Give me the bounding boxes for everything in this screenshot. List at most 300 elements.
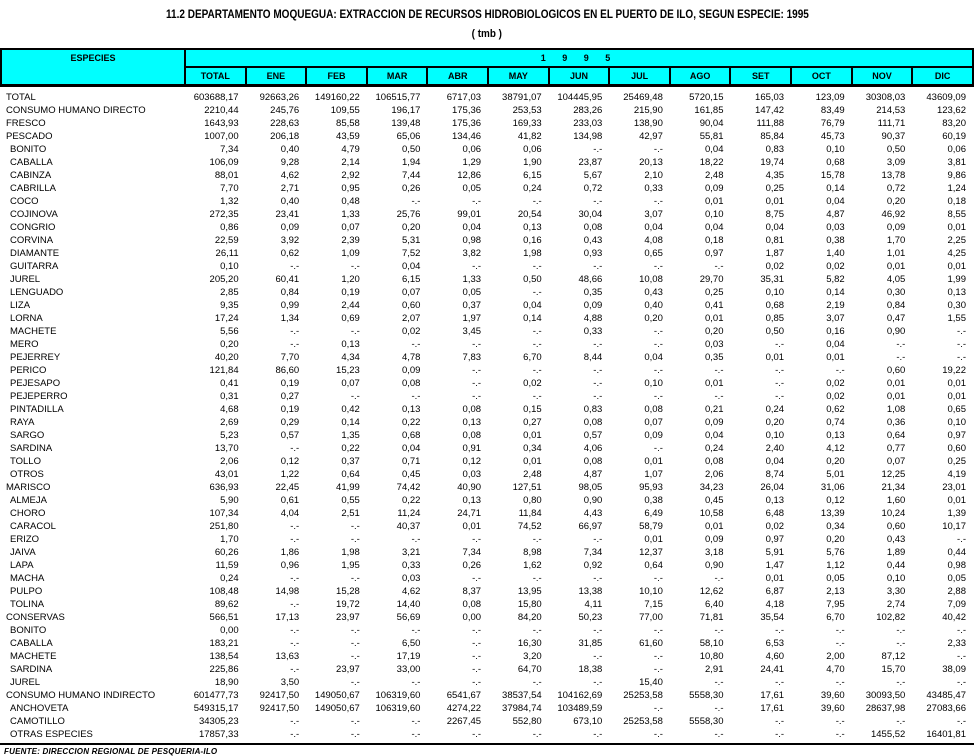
value-cell: 1,90 [523,157,542,168]
value-cell: 0,30 [947,300,966,311]
value-cell: 0,06 [947,144,966,155]
value-cell: 0,02 [826,261,845,272]
value-cell: 0,64 [644,560,663,571]
value-cell: 18,38 [578,664,603,675]
value-cell: -.- [350,326,360,337]
value-cell: 13,38 [578,586,603,597]
value-cell: -.- [532,365,542,376]
species-cell: TOTAL [6,92,36,103]
value-cell: 0,06 [523,144,542,155]
species-cell: OTRAS ESPECIES [10,729,93,740]
value-cell: 0,24 [704,443,724,454]
column-header: MAY [488,67,549,86]
value-cell: 0,38 [644,495,663,506]
value-cell: 0,04 [401,443,421,454]
value-cell: 2,51 [341,508,360,519]
species-cell: CHORO [10,508,46,519]
value-cell: 11,84 [518,508,542,519]
value-cell: 0,42 [341,404,360,415]
value-cell: 2,48 [704,170,724,181]
header-row-year [1,49,973,67]
value-cell: -.- [653,664,663,675]
value-cell: -.- [957,534,966,545]
value-cell: 0,97 [704,248,724,259]
value-cell: 601477,73 [193,690,239,701]
value-cell: 0,20 [826,456,845,467]
table-row [1,117,973,130]
table-row [1,286,973,299]
value-cell: -.- [835,365,845,376]
table-row [1,390,973,403]
value-cell: 2,33 [947,638,966,649]
species-cell: BONITO [10,625,47,636]
table-row [1,234,973,247]
value-cell: 0,43 [644,287,663,298]
value-cell: 165,03 [755,92,785,103]
value-cell: 0,71 [401,456,421,467]
value-cell: 27083,66 [926,703,966,714]
value-cell: 0,10 [765,287,785,298]
value-cell: -.- [775,365,785,376]
value-cell: 0,60 [886,365,906,376]
value-cell: 2,88 [947,586,966,597]
table-row [1,585,973,598]
value-cell: 7,95 [826,599,845,610]
species-cell: LIZA [10,300,31,311]
value-cell: 5,91 [765,547,785,558]
value-cell: 45,73 [820,131,845,142]
value-cell: 0,02 [401,326,421,337]
value-cell: 0,02 [523,378,542,389]
value-cell: 9,86 [947,170,966,181]
value-cell: 9,28 [280,157,300,168]
value-cell: 8,37 [462,586,482,597]
value-cell: -.- [350,625,360,636]
table-row [1,481,973,494]
value-cell: 89,62 [214,599,239,610]
value-cell: 50,23 [578,612,603,623]
value-cell: 33,00 [396,664,421,675]
value-cell: 88,01 [214,170,239,181]
value-cell: 0,60 [886,521,906,532]
value-cell: 1455,52 [870,729,906,740]
value-cell: 15,23 [336,365,360,376]
value-cell: 0,09 [704,183,724,194]
value-cell: 74,42 [396,482,421,493]
value-cell: 636,93 [209,482,239,493]
value-cell: 34,23 [699,482,724,493]
value-cell: 0,44 [886,560,906,571]
value-cell: 1,39 [947,508,966,519]
value-cell: -.- [653,261,663,272]
species-cell: CABINZA [10,170,52,181]
value-cell: 552,80 [512,716,542,727]
value-cell: 2210,44 [204,105,239,116]
table-row [1,611,973,624]
value-cell: 4,62 [401,586,421,597]
value-cell: 38791,07 [502,92,542,103]
value-cell: 0,03 [704,339,724,350]
value-cell: 42,97 [639,131,663,142]
value-cell: 28637,98 [865,703,906,714]
value-cell: -.- [290,573,300,584]
title-block [0,0,974,23]
table-row [1,663,973,676]
value-cell: -.- [290,261,300,272]
value-cell: 3,20 [523,651,542,662]
value-cell: 0,60 [401,300,421,311]
value-cell: 109,55 [330,105,360,116]
value-cell: 0,50 [886,144,906,155]
value-cell: 1007,00 [204,131,239,142]
value-cell: -.- [896,625,906,636]
value-cell: 183,21 [209,638,239,649]
value-cell: 169,33 [512,118,542,129]
table-row [1,143,973,156]
value-cell: 22,59 [214,235,239,246]
value-cell: -.- [532,573,542,584]
value-cell: -.- [775,677,785,688]
value-cell: 25469,48 [623,92,663,103]
value-cell: 4,18 [765,599,785,610]
value-cell: 0,68 [401,430,421,441]
table-row [1,169,973,182]
value-cell: 2,39 [341,235,360,246]
value-cell: 6,15 [401,274,421,285]
value-cell: 4,43 [583,508,603,519]
value-cell: 106515,77 [375,92,421,103]
value-cell: 25,76 [396,209,421,220]
value-cell: 0,21 [704,404,724,415]
value-cell: 8,75 [765,209,785,220]
value-cell: -.- [593,365,603,376]
value-cell: 245,76 [270,105,300,116]
value-cell: 10,08 [639,274,663,285]
value-cell: 0,01 [523,430,542,441]
value-cell: 0,97 [765,534,785,545]
value-cell: -.- [472,378,482,389]
table-row [1,520,973,533]
value-cell: 13,78 [881,170,906,181]
value-cell: 0,33 [644,183,663,194]
value-cell: 12,37 [639,547,663,558]
species-cell: PERICO [10,365,47,376]
value-cell: 123,62 [936,105,966,116]
value-cell: 15,40 [639,677,663,688]
value-cell: 1,22 [280,469,300,480]
value-cell: 0,04 [826,196,845,207]
value-cell: 60,26 [214,547,239,558]
value-cell: 5,31 [401,235,421,246]
value-cell: -.- [835,625,845,636]
value-cell: -.- [411,534,421,545]
value-cell: 0,14 [341,417,360,428]
value-cell: 1,24 [947,183,966,194]
value-cell: 71,81 [699,612,724,623]
value-cell: 205,20 [209,274,239,285]
value-cell: -.- [957,716,966,727]
value-cell: 0,01 [886,378,906,389]
value-cell: -.- [472,677,482,688]
value-cell: 0,05 [947,573,966,584]
value-cell: 0,08 [644,404,663,415]
value-cell: 0,22 [401,417,421,428]
value-cell: 4,19 [947,469,966,480]
value-cell: -.- [532,625,542,636]
value-cell: 4,87 [826,209,845,220]
value-cell: 0,08 [401,378,421,389]
value-cell: 0,20 [765,417,785,428]
value-cell: 0,30 [886,287,906,298]
value-cell: 0,12 [462,456,482,467]
value-cell: 1,40 [826,248,845,259]
value-cell: -.- [653,365,663,376]
value-cell: 0,36 [886,417,906,428]
species-cell: SARDINA [10,664,53,675]
value-cell: 175,36 [451,118,482,129]
value-cell: 0,24 [765,404,785,415]
value-cell: 0,18 [704,235,724,246]
value-cell: 0,19 [280,378,300,389]
value-cell: 0,50 [765,326,785,337]
species-cell: LAPA [10,560,34,571]
value-cell: 0,37 [341,456,360,467]
value-cell: 149050,67 [314,690,360,701]
value-cell: 19,22 [942,365,966,376]
value-cell: 0,02 [826,378,845,389]
value-cell: -.- [653,573,663,584]
value-cell: 92417,50 [259,690,300,701]
value-cell: 0,26 [401,183,421,194]
value-cell: 0,06 [462,144,482,155]
table-row [1,273,973,286]
value-cell: 0,02 [826,391,845,402]
value-cell: -.- [775,729,785,740]
value-cell: 40,37 [396,521,421,532]
value-cell: 0,35 [704,352,724,363]
value-cell: 0,20 [886,196,906,207]
species-cell: LORNA [10,313,43,324]
value-cell: 12,25 [881,469,906,480]
species-cell: JAIVA [10,547,36,558]
value-cell: 0,13 [947,287,966,298]
value-cell: 5558,30 [689,690,724,701]
value-cell: 10,24 [881,508,906,519]
value-cell: 2,14 [341,157,360,168]
value-cell: 0,09 [583,300,603,311]
value-cell: -.- [775,378,785,389]
species-cell: FRESCO [6,118,46,129]
value-cell: 0,68 [765,300,785,311]
value-cell: 0,90 [886,326,906,337]
species-cell: CONGRIO [10,222,56,233]
value-cell: 1,29 [462,157,482,168]
value-cell: -.- [593,391,603,402]
species-cell: CONSUMO HUMANO DIRECTO [6,105,146,116]
table-row [1,351,973,364]
value-cell: -.- [775,339,785,350]
value-cell: 0,04 [704,430,724,441]
value-cell: 1,98 [341,547,360,558]
value-cell: 17,61 [760,703,785,714]
value-cell: 5,23 [220,430,239,441]
value-cell: 0,62 [280,248,300,259]
value-cell: 85,84 [760,131,785,142]
value-cell: 4,11 [584,599,603,610]
value-cell: -.- [290,521,300,532]
value-cell: 6,40 [704,599,724,610]
value-cell: 0,09 [401,365,421,376]
value-cell: 43,59 [336,131,360,142]
value-cell: 1643,93 [204,118,239,129]
value-cell: 1,62 [523,560,542,571]
value-cell: 7,34 [462,547,482,558]
value-cell: 0,07 [401,287,421,298]
value-cell: 5,82 [826,274,845,285]
value-cell: 7,52 [401,248,421,259]
value-cell: 1,98 [523,248,542,259]
value-cell: 0,09 [644,430,663,441]
table-row [1,689,973,702]
value-cell: -.- [957,326,966,337]
table-row [1,624,973,637]
value-cell: 0,27 [280,391,300,402]
value-cell: -.- [957,677,966,688]
value-cell: 0,02 [765,261,785,272]
value-cell: -.- [896,716,906,727]
value-cell: 0,65 [644,248,663,259]
value-cell: 18,22 [699,157,724,168]
value-cell: 0,57 [583,430,603,441]
value-cell: 4,87 [583,469,603,480]
value-cell: 251,80 [209,521,239,532]
value-cell: 1,01 [886,248,906,259]
value-cell: 13,70 [214,443,239,454]
value-cell: 0,07 [644,417,663,428]
value-cell: -.- [411,339,421,350]
value-cell: 103489,59 [557,703,603,714]
value-cell: 0,01 [644,534,663,545]
value-cell: 30093,50 [865,690,906,701]
value-cell: 0,95 [341,183,360,194]
value-cell: -.- [411,391,421,402]
value-cell: 225,86 [209,664,239,675]
column-header: JUL [609,67,670,86]
value-cell: 0,10 [644,378,663,389]
value-cell: 2,13 [826,586,845,597]
value-cell: -.- [532,391,542,402]
species-cell: ANCHOVETA [10,703,69,714]
value-cell: -.- [290,534,300,545]
value-cell: -.- [350,677,360,688]
value-cell: 0,09 [704,417,724,428]
value-cell: -.- [350,638,360,649]
species-cell: COJINOVA [10,209,58,220]
value-cell: -.- [593,196,603,207]
species-cell: CAMOTILLO [10,716,65,727]
value-cell: -.- [411,677,421,688]
value-cell: 15,70 [881,664,906,675]
value-cell: 549315,17 [193,703,239,714]
value-cell: 0,13 [826,430,845,441]
value-cell: 1,86 [280,547,300,558]
value-cell: 4274,22 [446,703,482,714]
value-cell: 138,54 [209,651,239,662]
value-cell: 0,50 [523,274,542,285]
value-cell: 0,10 [886,573,906,584]
value-cell: -.- [472,625,482,636]
value-cell: 23,01 [942,482,966,493]
species-cell: OTROS [10,469,44,480]
value-cell: -.- [532,287,542,298]
value-cell: -.- [714,729,724,740]
value-cell: 23,87 [578,157,603,168]
value-cell: 1,20 [341,274,360,285]
value-cell: -.- [653,326,663,337]
value-cell: -.- [350,261,360,272]
value-cell: 8,44 [583,352,603,363]
value-cell: 1,34 [280,313,300,324]
value-cell: -.- [896,638,906,649]
value-cell: 0,38 [826,235,845,246]
value-cell: 0,03 [826,222,845,233]
value-cell: 0,13 [462,495,482,506]
value-cell: 4,25 [947,248,966,259]
value-cell: 16401,81 [926,729,966,740]
column-header: NOV [852,67,913,86]
species-cell: PESCADO [6,131,53,142]
value-cell: 3,18 [704,547,724,558]
value-cell: 149050,67 [314,703,360,714]
value-cell: 8,98 [523,547,542,558]
value-cell: 0,97 [947,430,966,441]
value-cell: 0,01 [947,378,966,389]
value-cell: 0,01 [947,495,966,506]
value-cell: 0,09 [704,534,724,545]
value-cell: 0,04 [462,222,482,233]
year-header: 1 9 9 5 [185,49,973,67]
value-cell: 20,54 [517,209,542,220]
value-cell: 138,90 [633,118,663,129]
value-cell: 0,04 [704,222,724,233]
value-cell: 0,83 [583,404,603,415]
value-cell: 123,09 [815,92,845,103]
value-cell: 15,80 [517,599,542,610]
value-cell: 107,34 [209,508,239,519]
value-cell: 0,12 [280,456,300,467]
value-cell: 2,25 [947,235,966,246]
column-header: ENE [246,67,307,86]
value-cell: 0,69 [341,313,360,324]
value-cell: 4,34 [341,352,360,363]
value-cell: 214,53 [876,105,906,116]
value-cell: 0,13 [462,417,482,428]
table-row [1,455,973,468]
value-cell: 0,10 [765,430,785,441]
value-cell: 175,36 [451,105,482,116]
value-cell: -.- [472,365,482,376]
value-cell: -.- [957,339,966,350]
value-cell: 0,01 [947,261,966,272]
value-cell: 0,98 [462,235,482,246]
value-cell: 18,90 [214,677,239,688]
species-cell: DIAMANTE [10,248,60,259]
value-cell: 86,60 [275,365,300,376]
value-cell: -.- [350,573,360,584]
value-cell: 65,06 [396,131,421,142]
value-cell: 3,92 [280,235,300,246]
value-cell: 26,11 [215,248,239,259]
